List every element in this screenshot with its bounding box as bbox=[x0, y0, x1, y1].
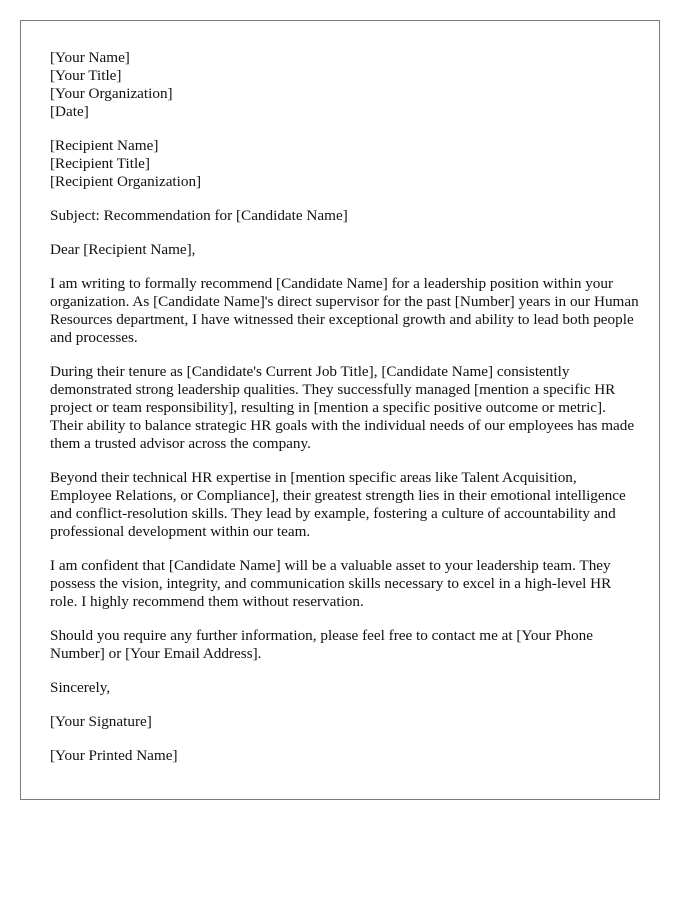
letter-content bbox=[50, 49, 640, 765]
letter-frame bbox=[20, 20, 660, 800]
recipient-name: [Recipient Name] bbox=[50, 137, 159, 154]
recipient-title: [Recipient Title] bbox=[50, 155, 150, 172]
sender-name: [Your Name] bbox=[50, 49, 130, 66]
printed-name: [Your Printed Name] bbox=[50, 747, 178, 764]
recipient-block bbox=[50, 137, 640, 191]
letter-date: [Date] bbox=[50, 103, 89, 120]
body-paragraph-1: I am writing to formally recommend [Candidate Name] for a leadership position within your organization. As [Candidate Name]'s direct supervisor for the past [Number] years in our Human Resources department, I have witnessed their exceptional growth and ability to lead both people and processes. bbox=[50, 275, 639, 346]
recipient-organization: [Recipient Organization] bbox=[50, 173, 202, 190]
sender-organization: [Your Organization] bbox=[50, 85, 173, 102]
body-paragraph-2: During their tenure as [Candidate's Current Job Title], [Candidate Name] consistently demonstrated strong leadership qualities. They successfully managed [mention a specific HR project or team responsibility], resulting in [mention a specific positive outcome or metric]. Their ability to balance strategic HR goals with the individual needs of our employees has made them a trusted advisor across the company. bbox=[50, 363, 635, 452]
sender-block bbox=[50, 49, 640, 121]
signature: [Your Signature] bbox=[50, 713, 152, 730]
closing: Sincerely, bbox=[50, 679, 111, 696]
body-paragraph-3: Beyond their technical HR expertise in [mention specific areas like Talent Acquisition, Employee Relations, or Compliance], their greatest strength lies in their emotional intelligence and conflict-resolution skills. They lead by example, fostering a culture of accountability and professional development within our team. bbox=[50, 469, 626, 540]
salutation: Dear [Recipient Name], bbox=[50, 241, 196, 258]
subject-line: Subject: Recommendation for [Candidate Name] bbox=[50, 207, 348, 224]
body-paragraph-5: Should you require any further information, please feel free to contact me at [Your Phone Number] or [Your Email Address]. bbox=[50, 627, 593, 662]
body-paragraph-4: I am confident that [Candidate Name] will be a valuable asset to your leadership team. They possess the vision, integrity, and communication skills necessary to excel in a high-level HR role. I highly recommend them without reservation. bbox=[50, 557, 612, 610]
sender-title: [Your Title] bbox=[50, 67, 122, 84]
